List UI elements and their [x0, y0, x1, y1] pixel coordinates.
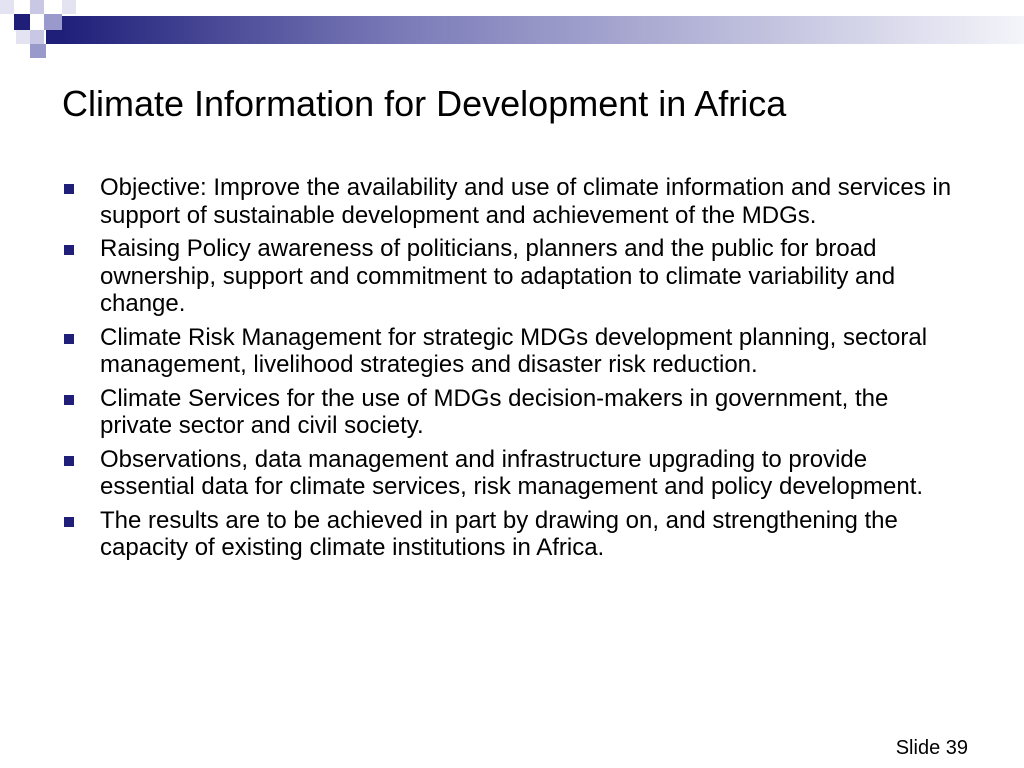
- list-item: [62, 235, 962, 318]
- gradient-band: [62, 16, 1024, 44]
- square-bullet-icon: [64, 245, 74, 255]
- square-bullet-icon: [64, 456, 74, 466]
- square-bullet-icon: [64, 334, 74, 344]
- bullet-text: Raising Policy awareness of politicians, planners and the public for broad ownership, support and commitment to adaptation to climate variability and change.: [100, 235, 896, 317]
- square-bullet-icon: [64, 395, 74, 405]
- list-item: [62, 385, 962, 440]
- bullet-text: Objective: Improve the availability and use of climate information and services in support of sustainable development and achievement of the MDGs.: [100, 174, 952, 229]
- list-item: [62, 324, 962, 379]
- logo-square: [46, 30, 62, 44]
- list-item: [62, 174, 962, 229]
- bullet-text: The results are to be achieved in part by drawing on, and strengthening the capacity of existing climate institutions in Africa.: [100, 506, 898, 561]
- bullet-text: Climate Risk Management for strategic MDGs development planning, sectoral management, livelihood strategies and disaster risk reduction.: [100, 323, 928, 378]
- logo-square: [30, 44, 46, 58]
- bullet-text: Climate Services for the use of MDGs decision-makers in government, the private sector and civil society.: [100, 384, 889, 439]
- slide-title: Climate Information for Development in Africa: [62, 83, 787, 124]
- bullet-list: [62, 174, 962, 568]
- logo-square: [62, 0, 76, 14]
- list-item: [62, 507, 962, 562]
- logo-square: [30, 30, 44, 44]
- logo-square: [14, 14, 30, 30]
- square-bullet-icon: [64, 184, 74, 194]
- bullet-text: Observations, data management and infrastructure upgrading to provide essential data for climate services, risk management and policy development.: [100, 445, 924, 500]
- logo-square: [30, 0, 44, 14]
- header-decoration: [0, 0, 1024, 60]
- square-bullet-icon: [64, 517, 74, 527]
- slide-number: Slide 39: [895, 737, 968, 759]
- square-logo-icon: [0, 0, 1024, 60]
- logo-square: [44, 14, 62, 30]
- logo-square: [16, 30, 30, 44]
- logo-square: [0, 0, 14, 14]
- list-item: [62, 446, 962, 501]
